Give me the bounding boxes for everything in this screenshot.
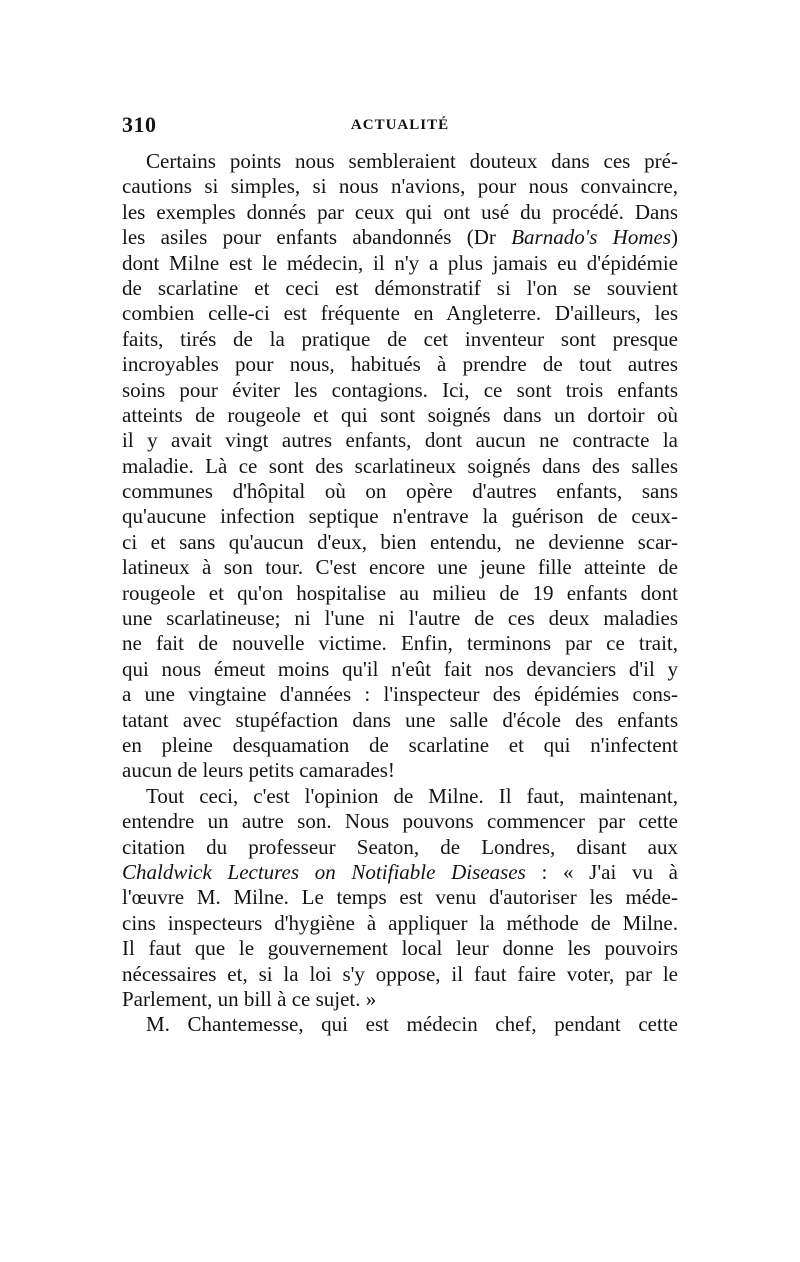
text-line: entendre un autre son. Nous pouvons commencer par cette xyxy=(122,809,678,834)
italic-title: Chaldwick Lectures on Notifiable Diseases xyxy=(122,859,526,884)
text-line: Il faut que le gouvernement local leur donne les pouvoirs xyxy=(122,936,678,961)
text-line: a une vingtaine d'années : l'inspecteur des épidémies cons- xyxy=(122,682,678,707)
text-line: ne fait de nouvelle victime. Enfin, terminons par ce trait, xyxy=(122,631,678,656)
text-line: Certains points nous sembleraient douteux dans ces pré- xyxy=(146,149,678,173)
text-line: de scarlatine et ceci est démonstratif si l'on se souvient xyxy=(122,275,678,300)
text-line: en pleine desquamation de scarlatine et qui n'infectent xyxy=(122,732,678,757)
text-line: rougeole et qu'on hospitalise au milieu de 19 enfants dont xyxy=(122,580,678,605)
paragraph-2 xyxy=(122,784,678,1013)
text-line: communes d'hôpital où on opère d'autres enfants, sans xyxy=(122,479,678,504)
text-line: cautions si simples, si nous n'avions, pour nous convaincre, xyxy=(122,174,678,199)
text-line: ci et sans qu'aucun d'eux, bien entendu, ne devienne scar- xyxy=(122,529,678,554)
page-header xyxy=(122,112,678,142)
text-line: cins inspecteurs d'hygiène à appliquer la méthode de Milne. xyxy=(122,910,678,935)
text-line: une scarlatineuse; ni l'une ni l'autre de ces deux maladies xyxy=(122,606,678,631)
page-number: 310 xyxy=(122,112,157,137)
text-line: latineux à son tour. C'est encore une jeune fille atteinte de xyxy=(122,555,678,580)
text-line: M. Chantemesse, qui est médecin chef, pendant cette xyxy=(146,1012,678,1037)
text-line: citation du professeur Seaton, de Londres, disant aux xyxy=(122,834,678,859)
text-line: faits, tirés de la pratique de cet inventeur sont presque xyxy=(122,326,678,351)
text-line: Parlement, un bill à ce sujet. » xyxy=(122,986,377,1011)
text-line: atteints de rougeole et qui sont soignés dans un dortoir où xyxy=(122,402,678,427)
text-line: tatant avec stupéfaction dans une salle d'école des enfants xyxy=(122,707,678,732)
text-line: Tout ceci, c'est l'opinion de Milne. Il faut, maintenant, xyxy=(146,783,678,808)
running-title: ACTUALITÉ xyxy=(350,117,450,133)
text-line: aucun de leurs petits camarades! xyxy=(122,758,395,783)
text-line: qu'aucune infection septique n'entrave la guérison de ceux- xyxy=(122,504,678,529)
text-line: dont Milne est le médecin, il n'y a plus jamais eu d'épidémie xyxy=(122,250,678,275)
text-line: combien celle-ci est fréquente en Angleterre. D'ailleurs, les xyxy=(122,301,678,326)
text-line: les exemples donnés par ceux qui ont usé du procédé. Dans xyxy=(122,199,678,224)
text-line: qui nous émeut moins qu'il n'eût fait nos devanciers d'il y xyxy=(122,656,678,681)
text-line: soins pour éviter les contagions. Ici, ce sont trois enfants xyxy=(122,377,678,402)
text-line-italic-ref: Chaldwick Lectures on Notifiable Diseases : « J'ai vu à xyxy=(122,859,678,884)
text-line: incroyables pour nous, habitués à prendre de tout autres xyxy=(122,352,678,377)
paragraph-1 xyxy=(122,149,678,784)
text-line: l'œuvre M. Milne. Le temps est venu d'autoriser les méde- xyxy=(122,885,678,910)
paragraph-3 xyxy=(122,1012,678,1037)
text-line-italic-ref: les asiles pour enfants abandonnés (Dr Barnado's Homes) xyxy=(122,225,678,250)
text-line: nécessaires et, si la loi s'y oppose, il faut faire voter, par le xyxy=(122,961,678,986)
body-text xyxy=(122,149,678,1038)
text-line: maladie. Là ce sont des scarlatineux soignés dans des salles xyxy=(122,453,678,478)
italic-title: Barnado's Homes xyxy=(511,225,671,250)
text-line: il y avait vingt autres enfants, dont aucun ne contracte la xyxy=(122,428,678,453)
